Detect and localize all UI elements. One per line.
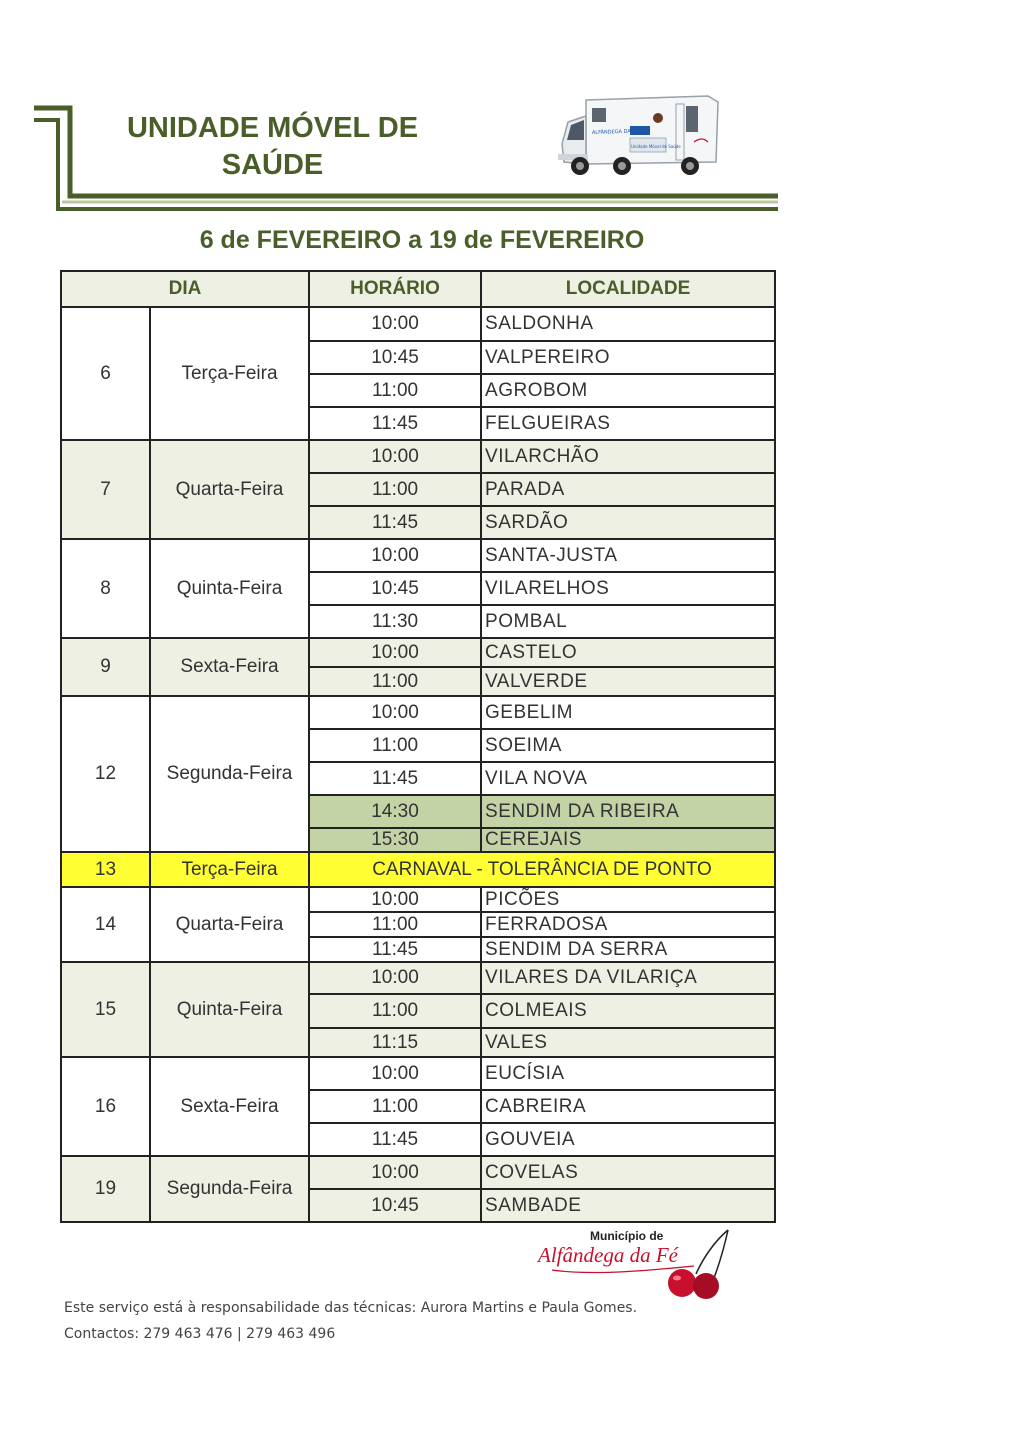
table-row: [61, 1057, 775, 1090]
header-localidade: LOCALIDADE: [481, 271, 775, 307]
logo-line-1: Município de: [590, 1229, 664, 1243]
location-cell: CEREJAIS: [481, 828, 775, 852]
time-cell: 11:00: [309, 994, 481, 1028]
day-number: 7: [61, 440, 150, 539]
header-horario: HORÁRIO: [309, 271, 481, 307]
location-cell: VILARELHOS: [481, 572, 775, 605]
day-number: 15: [61, 962, 150, 1057]
location-cell: VILA NOVA: [481, 762, 775, 795]
location-cell: COVELAS: [481, 1156, 775, 1189]
time-cell: 14:30: [309, 795, 481, 828]
day-number: 8: [61, 539, 150, 638]
time-cell: 11:45: [309, 1123, 481, 1156]
title-line-1: UNIDADE MÓVEL DE: [126, 112, 419, 144]
cherry-icon: [693, 1273, 719, 1299]
document-title: [110, 110, 435, 184]
day-number: 12: [61, 696, 150, 852]
time-cell: 11:45: [309, 762, 481, 795]
header-dia: DIA: [61, 271, 309, 307]
time-cell: 10:00: [309, 539, 481, 572]
time-cell: 11:00: [309, 473, 481, 506]
time-cell: 11:00: [309, 1090, 481, 1123]
weekday: Quarta-Feira: [150, 887, 309, 962]
schedule-body: [61, 307, 775, 1222]
cherry-icon: [668, 1269, 696, 1297]
location-cell: VALPEREIRO: [481, 341, 775, 374]
weekday: Terça-Feira: [150, 852, 309, 887]
day-number: 9: [61, 638, 150, 696]
time-cell: 11:15: [309, 1028, 481, 1057]
table-row: [61, 852, 775, 887]
day-number: 16: [61, 1057, 150, 1156]
time-cell: 10:00: [309, 887, 481, 912]
location-cell: POMBAL: [481, 605, 775, 638]
time-cell: 10:00: [309, 962, 481, 994]
holiday-note: CARNAVAL - TOLERÂNCIA DE PONTO: [309, 852, 775, 887]
logo-line-2: Alfândega da Fé: [538, 1243, 678, 1267]
title-line-2: SAÚDE: [221, 149, 324, 181]
time-cell: 11:45: [309, 937, 481, 962]
location-cell: VILARES DA VILARIÇA: [481, 962, 775, 994]
day-number: 19: [61, 1156, 150, 1222]
time-cell: 10:00: [309, 638, 481, 667]
table-row: [61, 307, 775, 341]
table-row: [61, 638, 775, 667]
schedule-table: [60, 270, 776, 1223]
location-cell: VILARCHÃO: [481, 440, 775, 473]
day-number: 6: [61, 307, 150, 440]
location-cell: VALVERDE: [481, 667, 775, 696]
time-cell: 11:45: [309, 506, 481, 539]
van-side-text: ALFÂNDEGA DA FÉ: [591, 128, 639, 136]
time-cell: 10:00: [309, 696, 481, 729]
location-cell: EUCÍSIA: [481, 1057, 775, 1090]
table-row: [61, 1156, 775, 1189]
table-row: [61, 696, 775, 729]
footer-contacts: Contactos: 279 463 476 | 279 463 496: [64, 1326, 336, 1342]
time-cell: 11:00: [309, 374, 481, 407]
weekday: Segunda-Feira: [150, 1156, 309, 1222]
location-cell: COLMEAIS: [481, 994, 775, 1028]
day-number: 14: [61, 887, 150, 962]
location-cell: FELGUEIRAS: [481, 407, 775, 440]
location-cell: CASTELO: [481, 638, 775, 667]
time-cell: 10:00: [309, 440, 481, 473]
weekday: Quinta-Feira: [150, 539, 309, 638]
location-cell: SENDIM DA RIBEIRA: [481, 795, 775, 828]
location-cell: PARADA: [481, 473, 775, 506]
location-cell: FERRADOSA: [481, 912, 775, 937]
footer-responsibility: Este serviço está à responsabilidade das técnicas: Aurora Martins e Paula Gomes.: [64, 1300, 638, 1316]
weekday: Segunda-Feira: [150, 696, 309, 852]
table-row: [61, 539, 775, 572]
weekday: Sexta-Feira: [150, 1057, 309, 1156]
time-cell: 10:00: [309, 1156, 481, 1189]
location-cell: SOEIMA: [481, 729, 775, 762]
van-panel-text: Unidade Móvel de Saúde: [631, 144, 681, 149]
time-cell: 10:45: [309, 1189, 481, 1222]
time-cell: 11:00: [309, 729, 481, 762]
location-cell: SARDÃO: [481, 506, 775, 539]
weekday: Quarta-Feira: [150, 440, 309, 539]
time-cell: 11:00: [309, 912, 481, 937]
date-range-title: 6 de FEVEREIRO a 19 de FEVEREIRO: [199, 226, 645, 254]
table-header-row: [61, 271, 775, 307]
day-number: 13: [61, 852, 150, 887]
location-cell: SALDONHA: [481, 307, 775, 341]
location-cell: AGROBOM: [481, 374, 775, 407]
time-cell: 11:30: [309, 605, 481, 638]
table-row: [61, 887, 775, 912]
table-row: [61, 962, 775, 994]
time-cell: 10:45: [309, 341, 481, 374]
location-cell: SENDIM DA SERRA: [481, 937, 775, 962]
location-cell: SANTA-JUSTA: [481, 539, 775, 572]
location-cell: GOUVEIA: [481, 1123, 775, 1156]
location-cell: VALES: [481, 1028, 775, 1057]
time-cell: 10:00: [309, 307, 481, 341]
time-cell: 15:30: [309, 828, 481, 852]
health-van-image: [558, 92, 728, 184]
weekday: Quinta-Feira: [150, 962, 309, 1057]
time-cell: 11:00: [309, 667, 481, 696]
location-cell: PICÕES: [481, 887, 775, 912]
time-cell: 10:00: [309, 1057, 481, 1090]
table-row: [61, 440, 775, 473]
time-cell: 10:45: [309, 572, 481, 605]
location-cell: GEBELIM: [481, 696, 775, 729]
location-cell: CABREIRA: [481, 1090, 775, 1123]
weekday: Terça-Feira: [150, 307, 309, 440]
municipality-logo: [534, 1226, 734, 1302]
location-cell: SAMBADE: [481, 1189, 775, 1222]
weekday: Sexta-Feira: [150, 638, 309, 696]
time-cell: 11:45: [309, 407, 481, 440]
